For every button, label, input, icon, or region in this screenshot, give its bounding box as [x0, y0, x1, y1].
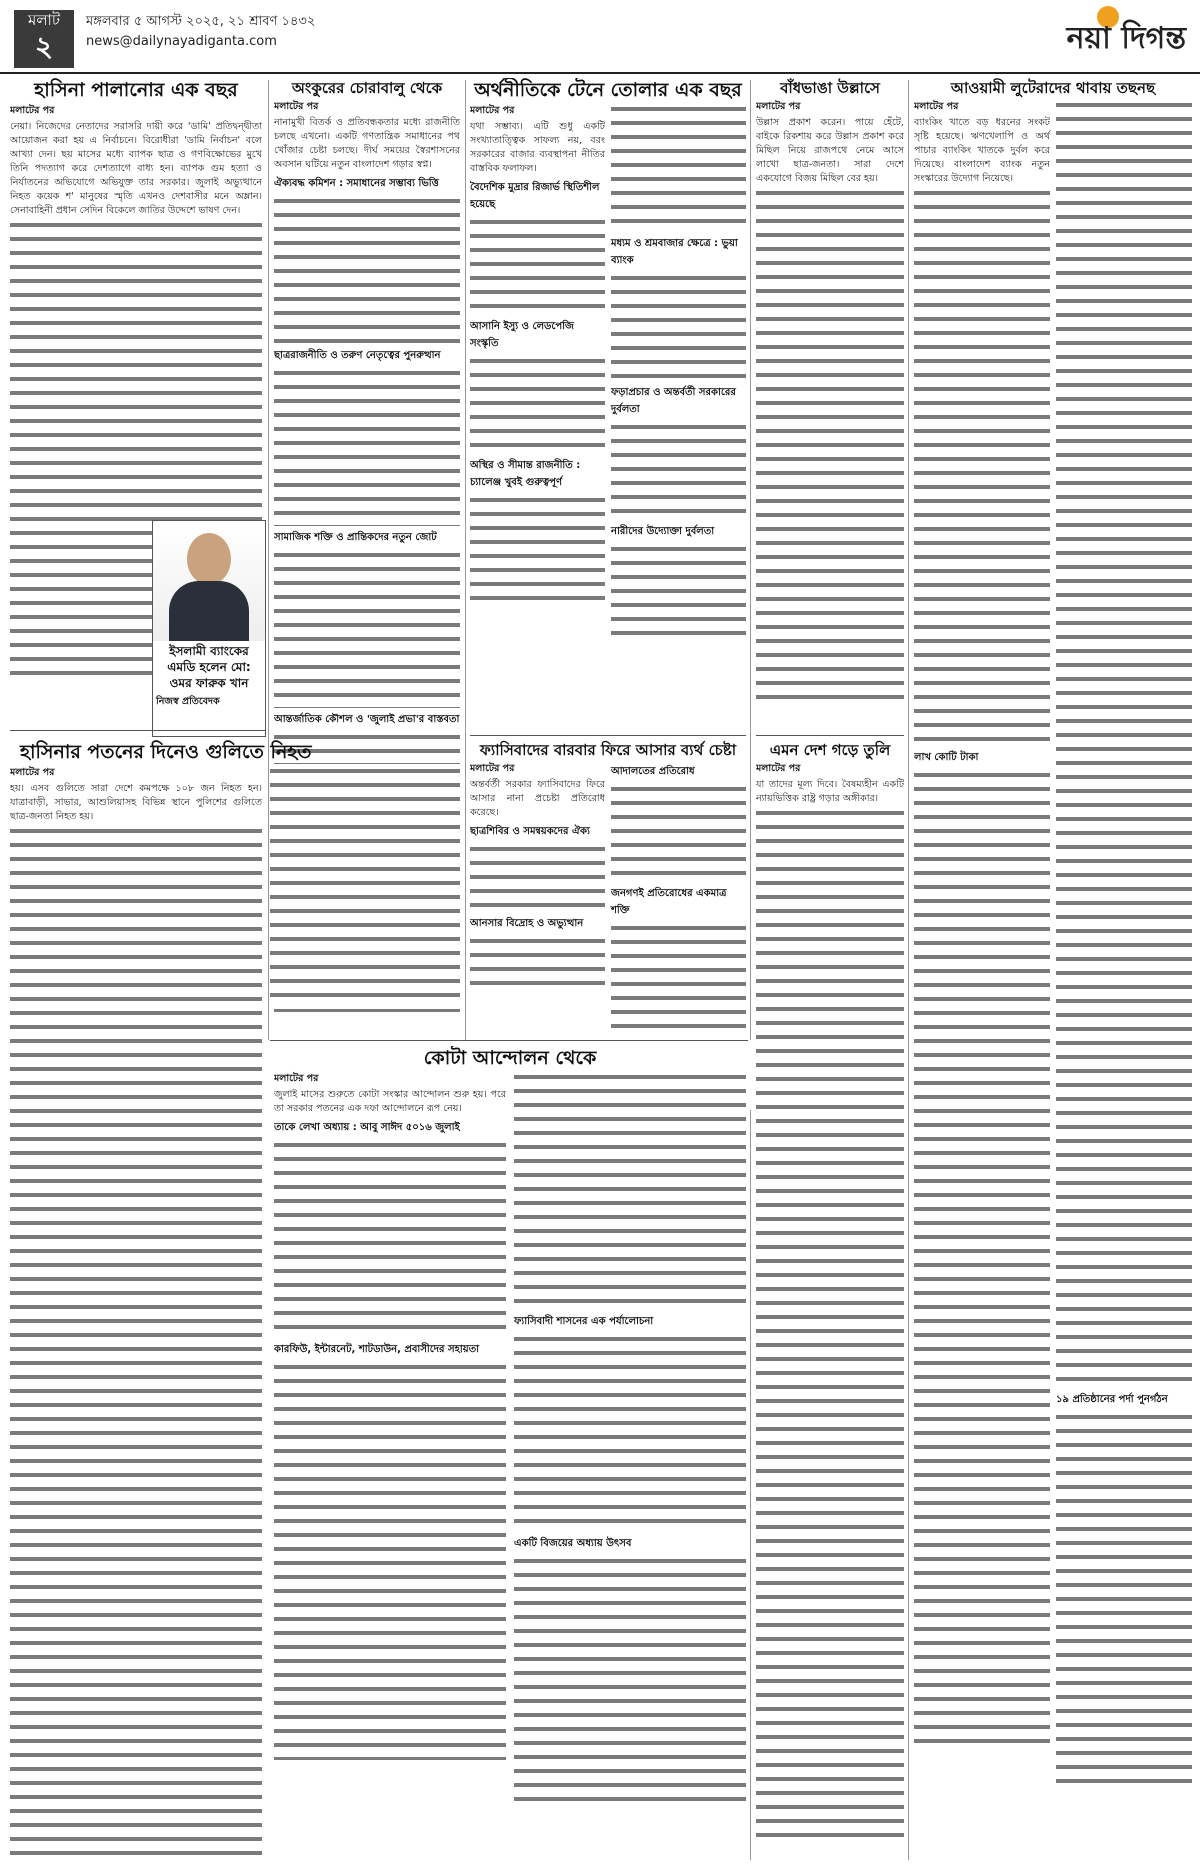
section-divider — [270, 1040, 748, 1041]
body-text-block — [274, 1360, 506, 1760]
body-text-block — [611, 271, 746, 381]
headline: হাসিনার পতনের দিনেও গুলিতে নিহত — [20, 741, 312, 763]
header-info — [86, 12, 315, 52]
body-text-block — [611, 921, 746, 1031]
body-text-block — [611, 102, 746, 232]
body-text-block — [1056, 98, 1192, 1388]
section-divider — [470, 735, 746, 736]
face-shape — [187, 533, 231, 585]
portrait-photo — [153, 521, 265, 641]
subheading: ফ্যাসিবাদী শাসনের এক পর্যালোচনা — [514, 1316, 654, 1327]
body-text-block — [1056, 1410, 1192, 1790]
date-line: মঙ্গলবার ৫ আগস্ট ২০২৫, ২১ শ্রাবণ ১৪৩২ — [86, 14, 316, 29]
profile-box — [152, 520, 266, 737]
email-address: news@dailynayadiganta.com — [86, 34, 277, 49]
body-text-block — [611, 542, 746, 642]
page-label: মলাট — [27, 11, 61, 29]
subheading: মধ্যম ও শ্রমবাজার ক্ষেত্রে : ভুয়া ব্যাংক — [611, 238, 738, 266]
body-text-block — [274, 366, 460, 526]
body-text-block — [470, 934, 605, 994]
byline: মলাটের পর — [756, 763, 801, 774]
body-text-block — [470, 842, 605, 912]
article-body: নানামুখী বিতর্ক ও প্রতিবন্ধকতার মধ্যে রাজনীতি চলছে এখনো। একটি গণতান্ত্রিক সমাধানের পথ খোঁজার চেষ্টা চলছে। দীর্ঘ সময়ের স্বৈরশাসনের অবসান ঘটিয়ে নতুন বাংলাদেশ গড়ার স্বপ্ন। — [274, 117, 460, 170]
article-fascism — [470, 740, 746, 1040]
subheading: অস্থির ও সীমান্ত রাজনীতি : চ্যালেঞ্জ খুবই গুরুত্বপূর্ণ — [470, 460, 581, 488]
subheading: ১৯ প্রতিষ্ঠানের পর্দা পুনর্গঠন — [1056, 1394, 1168, 1405]
subheading: কারফিউ, ইন্টারনেট, শাটডাউন, প্রবাসীদের সহায়তা — [274, 1344, 480, 1355]
headline: ফ্যাসিবাদের বারবার ফিরে আসার ব্যর্থ চেষ্টা — [479, 741, 737, 759]
body-text-block — [611, 420, 746, 520]
body-text-block — [274, 548, 460, 708]
subheading: ছাত্রশিবির ও সমন্বয়কদের ঐক্য — [470, 826, 590, 837]
subheading: ফড়াপ্রচার ও অন্তর্বর্তী সরকারের দুর্বলতা — [611, 387, 736, 415]
masthead — [0, 0, 1200, 74]
byline: মলাটের পর — [274, 1073, 319, 1084]
column-rule — [908, 80, 909, 1860]
body-text-block — [270, 764, 460, 1004]
column-rule — [465, 80, 466, 1040]
column-rule — [750, 80, 751, 1040]
byline: মলাটের পর — [756, 101, 801, 112]
body-text-block — [514, 1070, 746, 1310]
subheading: নারীদের উদ্যোক্তা দুর্বলতা — [611, 526, 715, 537]
body-text-block — [756, 806, 904, 1846]
subheading: আন্তর্জাতিক কৌশল ও 'জুলাই প্রভা'র বাস্তবতা — [274, 714, 460, 725]
headline: হাসিনা পালানোর এক বছর — [34, 79, 238, 101]
subheading: তাকে লেখা অধ্যায় : আবু সাঈদ ৫০১৬ জুলাই — [274, 1122, 460, 1133]
article-economy — [470, 78, 746, 698]
body-text-block — [611, 782, 746, 882]
column-rule — [750, 1110, 751, 1860]
article-body: উল্লাস প্রকাশ করেন। পায়ে হেঁটে, বাইকে রিকশায় করে উল্লাস প্রকাশ করে মিছিল নিয়ে রাজপথে নেমে আসে লাখো ছাত্র-জনতা। সারা দেশে একযোগে বিজয় মিছিল বের হয়। — [756, 117, 904, 184]
article-body: ব্যাংকিং খাতে বড় ধরনের সংকট সৃষ্টি হয়েছে। ঋণখেলাপি ও অর্থ পাচার ব্যাংকিং খাতকে দুর্বল করে দিয়েছে। বাংলাদেশ ব্যাংক নতুন সংস্কারের উদ্যোগ নিয়েছে। — [914, 117, 1050, 184]
body-text-block — [274, 1138, 506, 1338]
headline: আওয়ামী লুটেরাদের থাবায় তছনছ — [950, 79, 1156, 97]
subheading: জনগণই প্রতিরোধের একমাত্র শক্তি — [611, 888, 727, 916]
page-number-box — [14, 10, 74, 68]
body-text-block — [914, 768, 1050, 1748]
headline: এমন দেশ গড়ে তুলি — [769, 741, 891, 759]
subheading: লাখ কোটি টাকা — [914, 752, 979, 763]
subheading: আদালতের প্রতিরোধ — [611, 766, 695, 777]
headline: কোটা আন্দোলন থেকে — [423, 1047, 597, 1069]
byline: মলাটের পর — [470, 105, 515, 116]
subheading: সামাজিক শক্তি ও প্রান্তিকদের নতুন জোট — [274, 532, 437, 543]
newspaper-logo — [1067, 14, 1186, 65]
section-divider — [10, 730, 265, 731]
article-banglabhanga — [756, 78, 904, 708]
suit-shape — [169, 581, 249, 641]
article-desh — [756, 740, 904, 1850]
subheading: বৈদেশিক মুদ্রার রিজার্ভ স্থিতিশীল হয়েছে — [470, 182, 600, 210]
article-body: যা তাদের মূল্য দিবে। বৈষম্যহীন একটি ন্যায়ভিত্তিক রাষ্ট্র গড়ার অঙ্গীকার। — [756, 779, 904, 804]
subheading: ছাত্ররাজনীতি ও তরুণ নেতৃত্বের পুনরুত্থান — [274, 350, 441, 361]
article-awami-loot — [914, 78, 1192, 1858]
byline: মলাটের পর — [274, 101, 319, 112]
body-text-block — [756, 186, 904, 706]
page-number: ২ — [34, 30, 54, 63]
byline: মলাটের পর — [470, 763, 515, 774]
subheading: ঐক্যবদ্ধ কমিশন : সমাধানের সম্ভাব্য ভিত্তি — [274, 178, 439, 189]
subheading: আসানি ইস্যু ও লেডপেজি সংস্কৃতি — [470, 321, 574, 349]
headline: অংকুরের চোরাবালু থেকে — [291, 79, 443, 97]
profile-byline: নিজস্ব প্রতিবেদক — [156, 696, 220, 707]
article-body: অন্তর্বর্তী সরকার ফ্যাসিবাদের ফিরে আসার নানা প্রচেষ্টা প্রতিরোধ করেছে। — [470, 779, 605, 818]
headline: অর্থনীতিকে টেনে তোলার এক বছর — [474, 79, 742, 101]
profile-caption: ইসলামী ব্যাংকের এমডি হলেন মো: ওমর ফারুক খান — [167, 644, 251, 690]
subheading: একটি বিজয়ের অধ্যায় উৎসব — [514, 1538, 632, 1549]
byline: মলাটের পর — [914, 101, 959, 112]
body-text-block — [470, 493, 605, 603]
logo-text: নয়া দিগন্ত — [1066, 21, 1186, 56]
body-text-block — [274, 194, 460, 344]
article-body: যথা সম্ভাব্য। এটি শুধু একটি সংখ্যাতাত্ত্বিক সাফল্য নয়, বরং সরকারের বাজার ব্যবস্থাপনা নীতির বাস্তবিক ফলাফল। — [470, 121, 605, 174]
byline: মলাটের পর — [10, 767, 55, 778]
subheading: আনসার বিদ্রোহ ও অভ্যুত্থান — [470, 918, 584, 929]
body-text-block — [470, 215, 605, 315]
body-text-block — [914, 186, 1050, 746]
body-text-block — [514, 1332, 746, 1532]
headline: বাঁধভাঙা উল্লাসে — [780, 79, 880, 97]
body-text-block — [470, 354, 605, 454]
byline: মলাটের পর — [10, 105, 55, 116]
article-body: জুলাই মাসের শুরুতে কোটা সংস্কার আন্দোলন শুরু হয়। পরে তা সরকার পতনের এক দফা আন্দোলনে রূপ নেয়। — [274, 1089, 506, 1114]
article-body: হয়। এসব গুলিতে সারা দেশে কমপক্ষে ১০৮ জন নিহত হন। যাত্রাবাড়ী, সাভার, আশুলিয়াসহ বিভিন্ন স্থানে পুলিশের গুলিতে ছাত্র-জনতা নিহত হয়। — [10, 783, 262, 822]
body-text-block — [514, 1554, 746, 1804]
body-text-block — [10, 824, 262, 1860]
article-body: নেয়া। নিজেদের নেতাদের সরাসরি দায়ী করে 'ডামি' প্রতিদ্বন্দ্বীতা আয়োজন করা হয় এ নির্বাচনে। বিরোধীরা 'ডামি নির্বাচন' বলে আখ্যা দেন। ছয় মাসের মধ্যে ব্যাপক ছাত্র ও গণবিক্ষোভের মুখে তিনি পদত্যাগ করে দেশত্যাগে বাধ্য হন। ব্যাপক গুম হত্যা ও নির্যাতনের অভিযোগে অভিযুক্ত তার সরকার। জুলাই অভ্যুত্থানে নিহত কয়েক শ' মানুষের স্মৃতি এখনও দেশবাসীর মনে অম্লান। সেনাবাহিনী প্রধান সেদিন বিকেলে জাতির উদ্দেশে ভাষণ দেন। — [10, 121, 262, 216]
section-divider — [756, 735, 904, 736]
article-quota — [274, 1046, 746, 1860]
